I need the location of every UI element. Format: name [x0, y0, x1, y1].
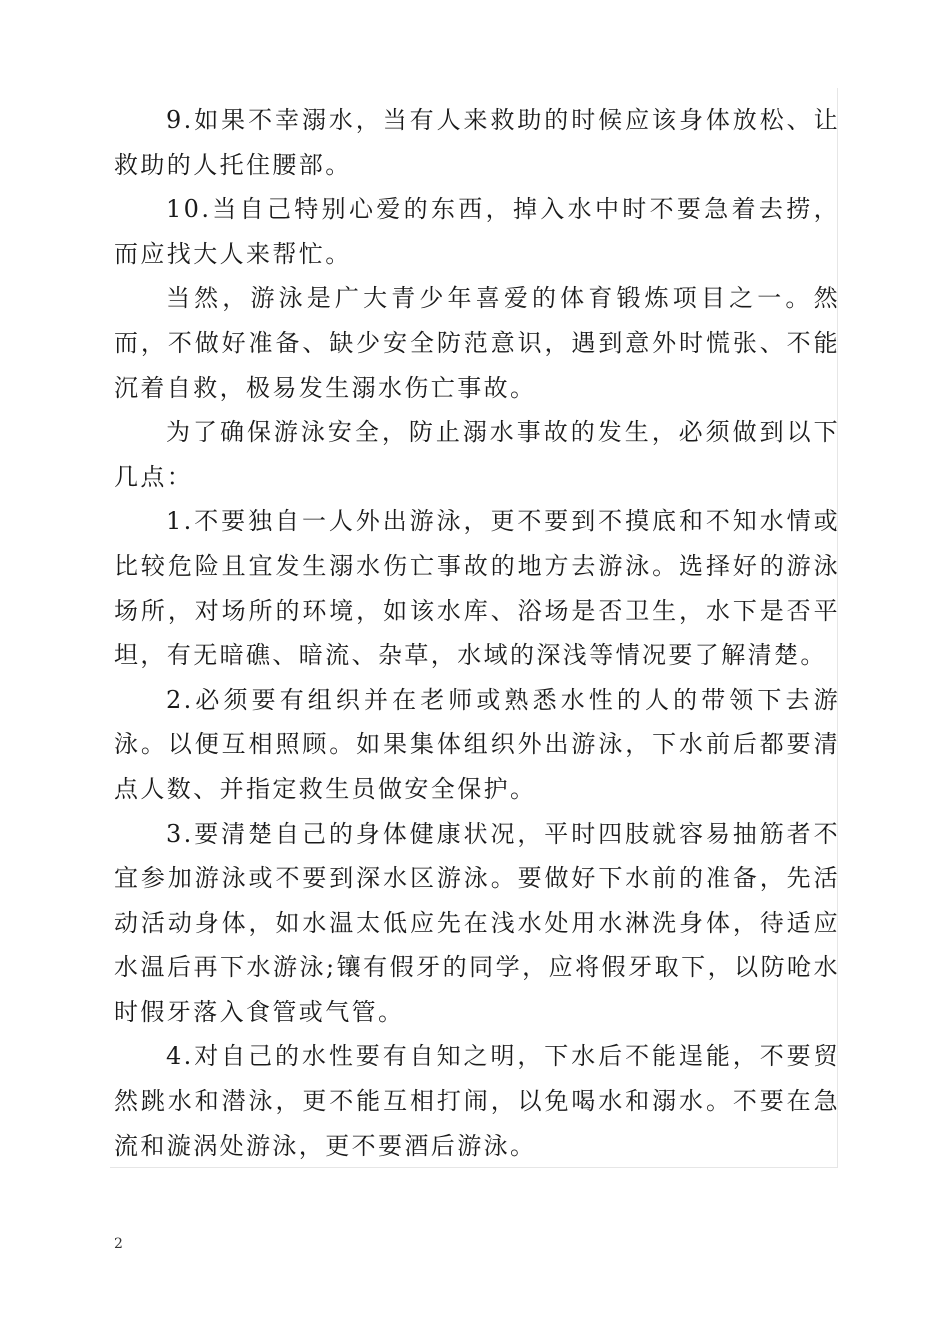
- document-body: [114, 98, 840, 1168]
- paragraph-rule-2: 2.必须要有组织并在老师或熟悉水性的人的带领下去游泳。以便互相照顾。如果集体组织外出游泳，下水前后都要清点人数、并指定救生员做安全保护。: [114, 685, 840, 803]
- paragraph-rule-4: 4.对自己的水性要有自知之明，下水后不能逞能，不要贸然跳水和潜泳，更不能互相打闹，以免喝水和溺水。不要在急流和漩涡处游泳，更不要酒后游泳。: [114, 1042, 840, 1160]
- page-number: 2: [114, 1236, 123, 1252]
- paragraph-safety-requirements: 为了确保游泳安全，防止溺水事故的发生，必须做到以下几点：: [114, 418, 840, 491]
- paragraph-item-10: 10.当自己特别心爱的东西，掉入水中时不要急着去捞，而应找大人来帮忙。: [114, 195, 840, 268]
- paragraph-item-9: 9.如果不幸溺水，当有人来救助的时候应该身体放松、让救助的人托住腰部。: [114, 106, 840, 179]
- paragraph-swimming-intro: 当然，游泳是广大青少年喜爱的体育锻炼项目之一。然而，不做好准备、缺少安全防范意识，遇到意外时慌张、不能沉着自救，极易发生溺水伤亡事故。: [114, 284, 840, 402]
- paragraph-rule-3: 3.要清楚自己的身体健康状况，平时四肢就容易抽筋者不宜参加游泳或不要到深水区游泳。要做好下水前的准备，先活动活动身体，如水温太低应先在浅水处用水淋洗身体，待适应水温后再下水游泳;镶有假牙的同学，应将假牙取下，以防呛水时假牙落入食管或气管。: [114, 819, 840, 1026]
- paragraph-rule-1: 1.不要独自一人外出游泳，更不要到不摸底和不知水情或比较危险且宜发生溺水伤亡事故的地方去游泳。选择好的游泳场所，对场所的环境，如该水库、浴场是否卫生，水下是否平坦，有无暗礁、暗流、杂草，水域的深浅等情况要了解清楚。: [114, 507, 840, 670]
